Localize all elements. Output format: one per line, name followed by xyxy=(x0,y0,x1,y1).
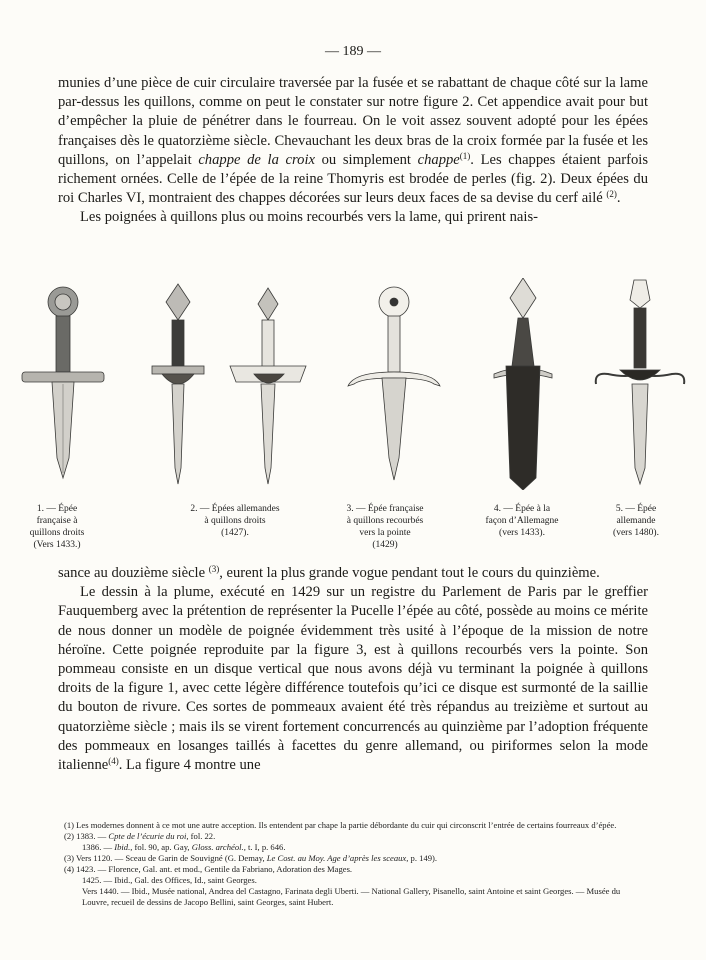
footnote-text: , t. I, p. 646. xyxy=(243,842,286,852)
footnote-text: (4) 1423. — Florence, Gal. ant. et mod., Gentile da Fabriano, Adoration des Mages. xyxy=(64,864,353,874)
figure-caption-3 xyxy=(330,503,440,551)
body-text-top xyxy=(58,74,648,228)
paragraph: Les poignées à quillons plus ou moins recourbés vers la lame, qui prirent nais- xyxy=(80,209,538,226)
paragraph-text: . xyxy=(616,190,621,207)
paragraph-text: munies d’une pièce de cuir circulaire traversée par la fusée et se rabattant de chaque côté sur la lame par-dessus les quillons, comme on peut le constater sur notre figure 2. Cet appendice avait pour but d’empêcher la pluie de pénétrer dans le fourreau. On le voit assez souvent adopté pour les épées françaises dès le quatorzième siècle. Chevauchant les deux bras de la croix formée par la fusée et les quillons, on l’appelait xyxy=(58,75,648,168)
footnote-text: , fol. 90, ap. Gay, xyxy=(130,842,192,852)
figure-caption-1 xyxy=(16,503,98,551)
paragraph-text: , eurent la plus grande vogue pendant tout le cours du quinzième. xyxy=(219,565,600,581)
caption-line: (1427). xyxy=(221,528,249,538)
page-number: — 189 — xyxy=(325,44,381,59)
paragraph-text: . Les chappes étaient parfois richement ornées. Celle de l’épée de la reine Thomyris est brodée de perles (fig. 2). Deux épées du roi Charles VI, montraient des chappes décorées sur leurs deux faces de sa devise du cerf ailé xyxy=(58,151,649,207)
caption-line: française à xyxy=(36,516,78,526)
italic-term: chappe xyxy=(417,151,460,168)
sword-scroll-guard-icon xyxy=(590,278,690,490)
body-text-bottom xyxy=(58,564,648,775)
figure-caption-5 xyxy=(596,503,676,539)
caption-line: (1429) xyxy=(372,540,398,550)
sword-figures xyxy=(0,278,706,490)
paragraph-text: Le dessin à la plume, exécuté en 1429 sur un registre du Parlement de Paris par le greffier Fauquemberg avec la prétention de représenter la Pucelle l’épée au côté, possède au moins ce mérite de nous donner un modèle de poignée évidemment très usité à l’époque de la mission de notre héroïne. Cette poignée reproduite par la figure 3, est à quillons recourbés vers la pointe. Son pommeau consiste en un disque vertical que nous avons déjà vu terminant la poignée à quillons droits de la figure 1, avec cette légère différence toutefois qu’ici ce disque est surmonté de la saillie du bouton de rivure. Ces sortes de pommeaux avaient été très répandus au treizième et surtout au quatorzième siècle ; mais ils se virent fortement concurrencés au quinzième par l’adoption fréquente des pommeaux en losanges taillés à facettes du genre allemand, ou piriformes selon la mode italienne xyxy=(58,584,648,774)
sword-ring-pommel-icon xyxy=(344,278,444,490)
footnote-text: (2) 1383. — xyxy=(64,831,109,841)
footnote-source: Cpte de l’écurie du roi xyxy=(108,831,187,841)
footnote xyxy=(58,886,648,908)
paragraph-text: sance au douzième siècle xyxy=(58,565,209,581)
footnote-ref: (3) xyxy=(208,564,220,574)
italic-term: chappe de la croix xyxy=(198,151,315,168)
footnote xyxy=(58,875,648,886)
figure-caption-4 xyxy=(470,503,574,539)
paragraph-text: . La figure 4 montre une xyxy=(118,757,261,774)
caption-line: (vers 1433). xyxy=(499,528,545,538)
caption-line: à quillons droits xyxy=(204,516,266,526)
caption-line: 5. — Épée xyxy=(615,504,657,514)
footnote xyxy=(58,853,648,864)
footnote-text: , fol. 22. xyxy=(186,831,216,841)
footnote-text: , p. 149). xyxy=(406,853,438,863)
caption-line: allemande xyxy=(616,516,656,526)
footnote-ref: (2) xyxy=(606,189,617,200)
footnote xyxy=(58,820,648,831)
figure-caption-2 xyxy=(160,503,310,539)
caption-line: façon d’Allemagne xyxy=(485,516,559,526)
footnote-text: 1425. — Ibid., Gal. des Offices, Id., saint Georges. xyxy=(82,875,257,885)
caption-line: 2. — Épées allemandes xyxy=(190,504,280,514)
footnote-text: 1386. — xyxy=(82,842,115,852)
caption-line: vers la pointe xyxy=(359,528,411,538)
footnote-ref: (1) xyxy=(459,150,471,161)
footnote-source: Gloss. archéol. xyxy=(191,842,244,852)
paragraph-text: ou simplement xyxy=(314,151,418,168)
caption-line: à quillons recourbés xyxy=(346,516,424,526)
caption-line: 4. — Épée à la xyxy=(493,504,551,514)
caption-line: 3. — Épée française xyxy=(346,504,424,514)
footnote-ref: (4) xyxy=(108,756,119,767)
footnote-source: Le Cost. au Moy. Age d’après les sceaux xyxy=(266,853,407,863)
caption-line: quillons droits xyxy=(29,528,85,538)
footnotes xyxy=(58,820,648,908)
footnote xyxy=(58,831,648,842)
caption-line: (vers 1480). xyxy=(613,528,659,538)
footnote-text: (3) Vers 1120. — Sceau de Garin de Souvigné (G. Demay, xyxy=(64,853,267,863)
footnote xyxy=(58,842,648,853)
sword-disc-pommel-icon xyxy=(18,278,108,490)
swords-pear-pommel-icon xyxy=(150,278,320,490)
footnote xyxy=(58,864,648,875)
caption-line: (Vers 1433.) xyxy=(33,540,81,550)
footnote-text: (1) Les modernes donnent à ce mot une autre acception. Ils entendent par chape la partie débordante du cuir qui circonscrit l’entrée de certains fourreaux d’épée. xyxy=(64,820,617,830)
footnote-text: Vers 1440. — Ibid., Musée national, Andrea del Castagno, Farinata degli Uberti. — National Gallery, Pisanello, saint Antoine et saint Georges. — Musée du Louvre, recueil de dessins de Jacopo Bellini, saint Georges, saint Hubert. xyxy=(82,886,621,907)
footnote-source: Ibid. xyxy=(114,842,131,852)
sword-diamond-pommel-icon xyxy=(478,278,568,490)
caption-line: 1. — Épée xyxy=(36,504,78,514)
